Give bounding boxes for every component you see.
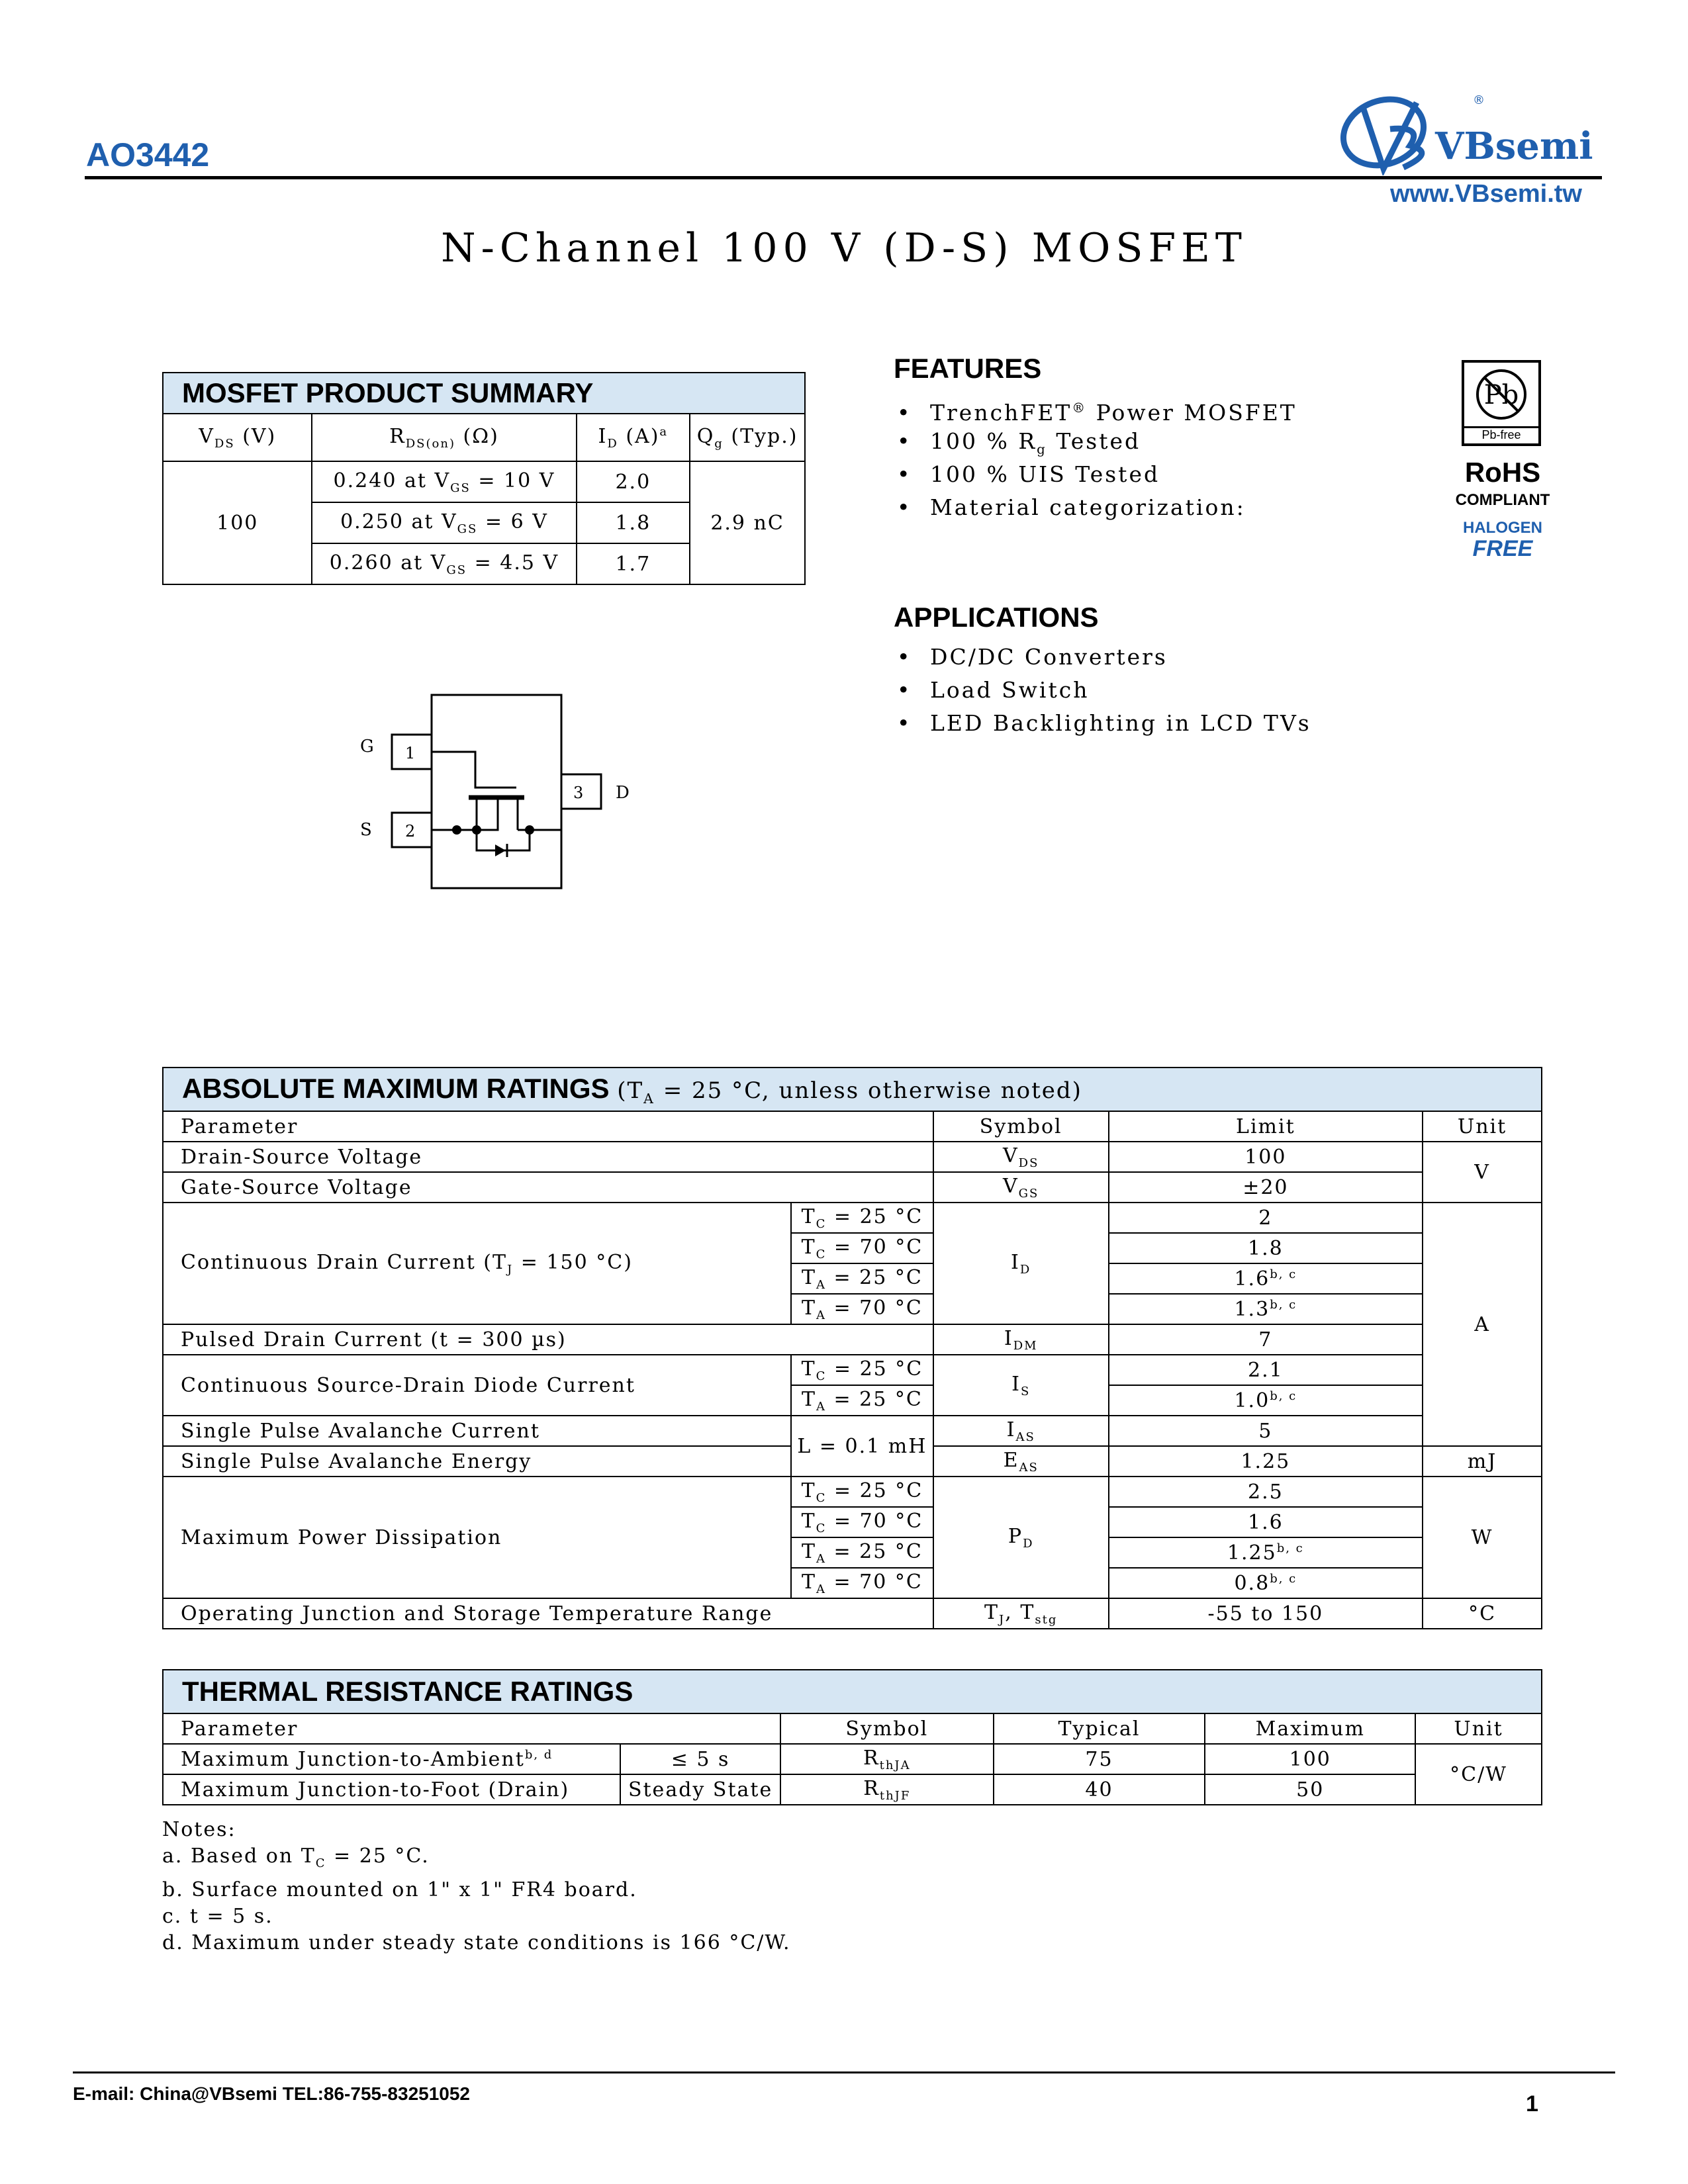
- cond-avalanche: L = 0.1 mH: [791, 1416, 933, 1477]
- rds-row-1: 0.240 at $V_{GS} = 10$ V: [312, 461, 576, 502]
- col-vds: $V_{DS}$ (V): [163, 414, 312, 461]
- symbol-tj: $T_J$, $T_{stg}$: [933, 1598, 1109, 1629]
- thermal-max-foot: 50: [1205, 1774, 1415, 1805]
- param-pd: Maximum Power Dissipation: [163, 1477, 791, 1598]
- limit-pd-1: 2.5: [1109, 1477, 1423, 1507]
- unit-v: V: [1423, 1142, 1542, 1203]
- limit-tj: -55 to 150: [1109, 1598, 1423, 1629]
- thermal-symbol-foot: $R_{thJF}$: [780, 1774, 994, 1805]
- rds-row-2: 0.250 at $V_{GS} = 6$ V: [312, 502, 576, 543]
- feature-item: • TrenchFET® Power MOSFET: [897, 392, 1297, 425]
- col-limit: Limit: [1109, 1111, 1423, 1142]
- compliant-label: COMPLIANT: [1455, 491, 1550, 509]
- features-heading: FEATURES: [894, 353, 1042, 384]
- halogen-label: HALOGEN: [1463, 519, 1542, 537]
- cond-is-1: $T_C = 25$ °C: [791, 1355, 933, 1385]
- id-row-3: 1.7: [577, 543, 690, 584]
- cond-pd-3: $T_A = 25$ °C: [791, 1537, 933, 1568]
- feature-item: • 100 % UIS Tested: [897, 458, 1297, 491]
- application-item: • LED Backlighting in LCD TVs: [897, 707, 1311, 740]
- limit-id-1: 2: [1109, 1203, 1423, 1233]
- application-item: • Load Switch: [897, 674, 1311, 707]
- param-is: Continuous Source-Drain Diode Current: [163, 1355, 791, 1416]
- feature-item: • 100 % $R_g$ Tested: [897, 425, 1297, 458]
- param-vds: Drain-Source Voltage: [163, 1142, 933, 1172]
- limit-pd-4: 0.8$^{b, c}$: [1109, 1568, 1423, 1598]
- pb-free-label: Pb-free: [1464, 426, 1538, 442]
- thermal-typ-ambient: 75: [994, 1744, 1205, 1774]
- thermal-col-unit: Unit: [1415, 1713, 1542, 1744]
- qg-value: 2.9 nC: [690, 461, 805, 584]
- symbol-vds: $V_{DS}$: [933, 1142, 1109, 1172]
- thermal-col-parameter: Parameter: [163, 1713, 780, 1744]
- absolute-max-ratings-table: [162, 1067, 1542, 1629]
- cond-id-4: $T_A = 70$ °C: [791, 1294, 933, 1324]
- param-tj: Operating Junction and Storage Temperature Range: [163, 1598, 933, 1629]
- symbol-idm: $I_{DM}$: [933, 1324, 1109, 1355]
- pin-number-2: 2: [405, 822, 416, 841]
- cond-is-2: $T_A = 25$ °C: [791, 1385, 933, 1416]
- note-c: c. t = 5 s.: [162, 1905, 273, 1928]
- features-list: [897, 392, 1297, 524]
- footer-contact: E-mail: China@VBsemi TEL:86-755-83251052: [73, 2083, 471, 2104]
- pin-label-d: D: [616, 783, 630, 803]
- abs-max-heading: ABSOLUTE MAXIMUM RATINGS ($T_A = 25$ °C, unless otherwise noted): [163, 1068, 1542, 1111]
- limit-id-3: 1.6$^{b, c}$: [1109, 1263, 1423, 1294]
- param-vgs: Gate-Source Voltage: [163, 1172, 933, 1203]
- param-ias: Single Pulse Avalanche Current: [163, 1416, 791, 1446]
- cond-pd-1: $T_C = 25$ °C: [791, 1477, 933, 1507]
- cond-id-3: $T_A = 25$ °C: [791, 1263, 933, 1294]
- thermal-resistance-table: [162, 1669, 1542, 1805]
- limit-vds: 100: [1109, 1142, 1423, 1172]
- summary-heading: MOSFET PRODUCT SUMMARY: [163, 373, 805, 414]
- symbol-pd: $P_D$: [933, 1477, 1109, 1598]
- thermal-max-ambient: 100: [1205, 1744, 1415, 1774]
- limit-idm: 7: [1109, 1324, 1423, 1355]
- page-number: 1: [1526, 2091, 1538, 2116]
- thermal-param-foot: Maximum Junction-to-Foot (Drain): [163, 1774, 620, 1805]
- vds-value: 100: [163, 461, 312, 584]
- footer-rule: [73, 2071, 1615, 2073]
- free-label: FREE: [1472, 536, 1533, 561]
- pin-number-1: 1: [405, 744, 416, 762]
- col-unit: Unit: [1423, 1111, 1542, 1142]
- document-title: N-Channel 100 V (D-S) MOSFET: [441, 225, 1247, 271]
- cond-pd-4: $T_A = 70$ °C: [791, 1568, 933, 1598]
- limit-eas: 1.25: [1109, 1446, 1423, 1477]
- pb-free-icon: [1464, 363, 1538, 422]
- website-link[interactable]: www.VBsemi.tw: [1390, 180, 1582, 208]
- thermal-col-typical: Typical: [994, 1713, 1205, 1744]
- param-idm: Pulsed Drain Current (t = 300 µs): [163, 1324, 933, 1355]
- col-qg: $Q_g$ (Typ.): [690, 414, 805, 461]
- product-summary-table: [162, 372, 806, 585]
- notes-title: Notes:: [162, 1818, 236, 1841]
- cond-id-1: $T_C = 25$ °C: [791, 1203, 933, 1233]
- pin-label-g: G: [360, 737, 374, 756]
- thermal-unit: °C/W: [1415, 1744, 1542, 1805]
- vbsemi-logo: [1337, 89, 1609, 175]
- col-id: $I_D$ $(A)^a$: [577, 414, 690, 461]
- note-b: b. Surface mounted on 1" x 1" FR4 board.: [162, 1878, 637, 1901]
- feature-item: • Material categorization:: [897, 491, 1297, 524]
- note-d: d. Maximum under steady state conditions is 166 °C/W.: [162, 1931, 791, 1954]
- thermal-symbol-ambient: $R_{thJA}$: [780, 1744, 994, 1774]
- param-id: Continuous Drain Current ($T_J = 150$ °C): [163, 1203, 791, 1324]
- mosfet-schematic: [351, 682, 649, 900]
- brand-name: VBsemi: [1435, 124, 1593, 168]
- symbol-eas: $E_{AS}$: [933, 1446, 1109, 1477]
- pb-symbol: Pb: [1483, 380, 1519, 410]
- header-rule: [85, 176, 1602, 179]
- part-number: AO3442: [86, 136, 210, 173]
- notes: [162, 1817, 791, 1956]
- symbol-vgs: $V_{GS}$: [933, 1172, 1109, 1203]
- unit-c: °C: [1423, 1598, 1542, 1629]
- param-eas: Single Pulse Avalanche Energy: [163, 1446, 791, 1477]
- limit-id-4: 1.3$^{b, c}$: [1109, 1294, 1423, 1324]
- cond-id-2: $T_C = 70$ °C: [791, 1233, 933, 1263]
- application-item: • DC/DC Converters: [897, 641, 1311, 674]
- thermal-heading: THERMAL RESISTANCE RATINGS: [163, 1670, 1542, 1713]
- thermal-col-maximum: Maximum: [1205, 1713, 1415, 1744]
- thermal-typ-foot: 40: [994, 1774, 1205, 1805]
- limit-ias: 5: [1109, 1416, 1423, 1446]
- limit-pd-3: 1.25$^{b, c}$: [1109, 1537, 1423, 1568]
- unit-mj: mJ: [1423, 1446, 1542, 1477]
- col-rds: $R_{DS(on)}$ (Ω): [312, 414, 576, 461]
- id-row-1: 2.0: [577, 461, 690, 502]
- limit-vgs: ±20: [1109, 1172, 1423, 1203]
- symbol-ias: $I_{AS}$: [933, 1416, 1109, 1446]
- unit-w: W: [1423, 1477, 1542, 1598]
- pb-free-badge: [1462, 360, 1541, 446]
- limit-pd-2: 1.6: [1109, 1507, 1423, 1537]
- symbol-is: $I_S$: [933, 1355, 1109, 1416]
- rds-row-3: 0.260 at $V_{GS} = 4.5$ V: [312, 543, 576, 584]
- pin-number-3: 3: [573, 784, 584, 802]
- thermal-cond-foot: Steady State: [620, 1774, 780, 1805]
- cond-pd-2: $T_C = 70$ °C: [791, 1507, 933, 1537]
- limit-is-2: 1.0$^{b, c}$: [1109, 1385, 1423, 1416]
- limit-is-1: 2.1: [1109, 1355, 1423, 1385]
- limit-id-2: 1.8: [1109, 1233, 1423, 1263]
- thermal-col-symbol: Symbol: [780, 1713, 994, 1744]
- registered-mark: ®: [1473, 93, 1485, 107]
- thermal-cond-ambient: ≤ 5 s: [620, 1744, 780, 1774]
- col-symbol: Symbol: [933, 1111, 1109, 1142]
- note-a: a. Based on $T_C = 25$ °C.: [162, 1844, 430, 1870]
- unit-a: A: [1423, 1203, 1542, 1446]
- id-row-2: 1.8: [577, 502, 690, 543]
- applications-list: [897, 641, 1311, 740]
- col-parameter: Parameter: [163, 1111, 933, 1142]
- pin-label-s: S: [360, 820, 372, 840]
- applications-heading: APPLICATIONS: [894, 602, 1099, 633]
- thermal-param-ambient: Maximum Junction-to-Ambient$^{b, d}$: [163, 1744, 620, 1774]
- rohs-label: RoHS: [1464, 457, 1541, 488]
- symbol-id: $I_D$: [933, 1203, 1109, 1324]
